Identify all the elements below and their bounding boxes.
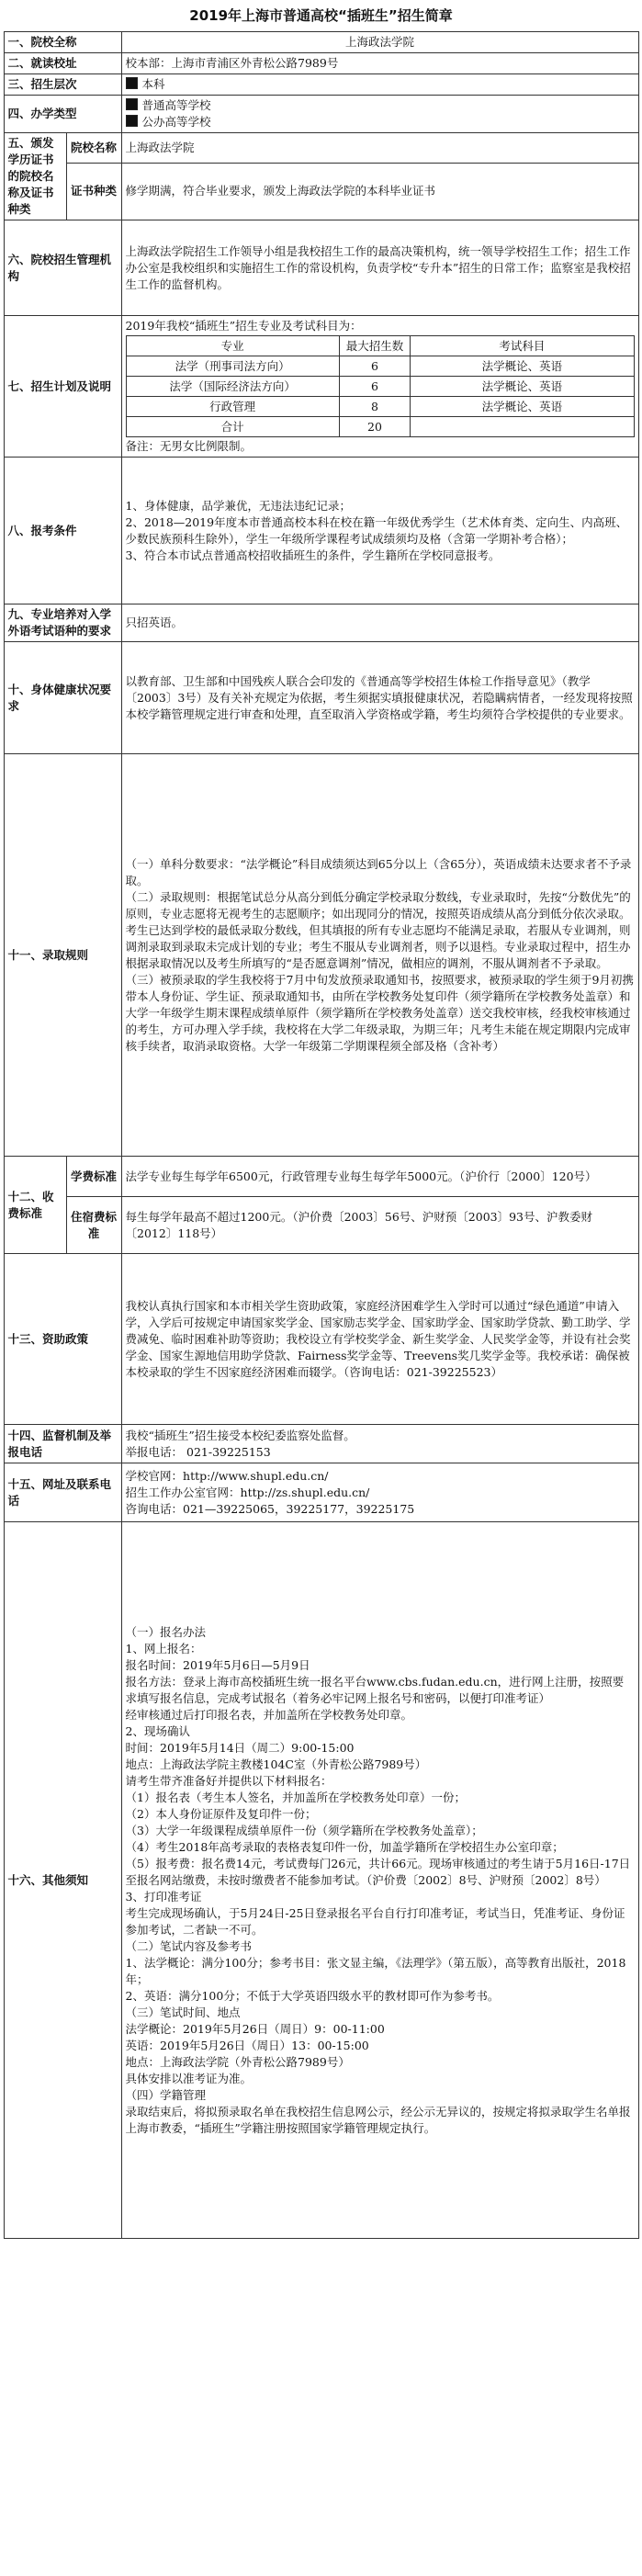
plan-total-empty xyxy=(411,417,634,437)
plan-table xyxy=(126,335,635,437)
contact-phone: 咨询电话：021—39225065，39225177，39225175 xyxy=(125,1501,415,1516)
checked-box-icon xyxy=(126,115,138,127)
plan-num: 8 xyxy=(339,397,410,417)
label-fees: 十二、收费标准 xyxy=(4,1157,66,1254)
row-requirements xyxy=(4,458,638,604)
label-aid: 十三、资助政策 xyxy=(4,1254,121,1425)
label-tuition: 学费标准 xyxy=(66,1157,121,1197)
notes-line: （1）报名表（考生本人签名，并加盖所在学校教务处印章）一份； xyxy=(125,1790,466,1804)
row-contact xyxy=(4,1463,638,1522)
label-level: 三、招生层次 xyxy=(4,74,121,96)
plan-major: 行政管理 xyxy=(126,397,339,417)
level-value xyxy=(121,74,638,96)
admission-rule-4: （三）被预录取的学生我校将于7月中旬发放预录取通知书，按照要求，被预录取的学生须于9月初携带本人身份证、学生证、预录取通知书，由所在学校教务处复印件（须学籍所在学校教务处盖章）和大学一年级学生期末课程成绩单原件（须学籍所在学校教务处盖章）送交我校审核，经我校审核通过的考生，方可办理入学手续，我校将在大学二年级录取，为期三年；凡考生未能在规定期限内完成审核手续者，取消录取资格。大学一年级第二学期课程须全部及格（含补考） xyxy=(125,972,634,1053)
row-cert-type xyxy=(4,163,638,220)
row-aid xyxy=(4,1254,638,1425)
label-cert-type: 证书种类 xyxy=(66,163,121,220)
tuition-value: 法学专业每生每学年6500元，行政管理专业每生每学年5000元。（沪价行〔2000〕120号） xyxy=(121,1157,638,1197)
plan-intro: 2019年我校“插班生”招生专业及考试科目为： xyxy=(125,319,362,333)
plan-header-major: 专业 xyxy=(126,336,339,356)
school-website: 学校官网：http://www.shupl.edu.cn/ xyxy=(125,1468,329,1483)
plan-major: 法学（刑事司法方向） xyxy=(126,356,339,377)
row-language xyxy=(4,604,638,642)
plan-note: 备注：无男女比例限制。 xyxy=(125,439,253,453)
notes-line: 具体安排以准考证为准。 xyxy=(125,2071,253,2085)
campus-address: 校本部：上海市青浦区外青松公路7989号 xyxy=(121,53,638,74)
type-option-1: 普通高等学校 xyxy=(141,98,211,112)
notes-line: 报名时间：2019年5月6日—5月9日 xyxy=(125,1657,310,1672)
admin-text: 上海政法学院招生工作领导小组是我校招生工作的最高决策机构，统一领导学校招生工作；招生工作办公室是我校组织和实施招生工作的常设机构，负责学校“专升本”招生的日常工作；监察室是我校招生工作的监督机构。 xyxy=(121,220,638,316)
notes-line: 报名方法：登录上海市高校插班生统一报名平台www.cbs.fudan.edu.cn，进行网上注册，按照要求填写报名信息，完成考试报名（着务必牢记网上报名号和密码，以便打印准考证） xyxy=(125,1674,625,1705)
plan-total-label: 合计 xyxy=(126,417,339,437)
dorm-value: 每生每学年最高不超过1200元。（沪价费〔2003〕56号、沪财预〔2003〕93号、沪教委财〔2012〕118号） xyxy=(121,1197,638,1254)
plan-subject: 法学概论、英语 xyxy=(411,356,634,377)
notes-content xyxy=(121,1522,638,2239)
row-level xyxy=(4,74,638,96)
label-cert: 五、颁发学历证书的院校名称及证书种类 xyxy=(4,133,66,220)
row-admin xyxy=(4,220,638,316)
label-contact: 十五、网址及联系电话 xyxy=(4,1463,121,1522)
notes-line: （一）报名办法 xyxy=(125,1624,207,1639)
cert-school: 上海政法学院 xyxy=(121,133,638,164)
label-campus: 二、就读校址 xyxy=(4,53,121,74)
row-type xyxy=(4,96,638,133)
label-type: 四、办学类型 xyxy=(4,96,121,133)
notes-line: 法学概论：2019年5月26日（周日）9：00-11:00 xyxy=(125,2021,385,2036)
row-admission xyxy=(4,754,638,1157)
label-notes: 十六、其他须知 xyxy=(4,1522,121,2239)
plan-total: 20 xyxy=(339,417,410,437)
notes-line: （4）考生2018年高考录取的表格表复印件一份，加盖学籍所在学校招生办公室印章； xyxy=(125,1839,564,1854)
row-dorm xyxy=(4,1197,638,1254)
notes-line: 请考生带齐准备好并提供以下材料报名： xyxy=(125,1773,332,1788)
label-supervision: 十四、监督机制及举报电话 xyxy=(4,1425,121,1463)
notes-line: （三）笔试时间、地点 xyxy=(125,2005,241,2019)
plan-row xyxy=(126,356,634,377)
label-cert-school: 院校名称 xyxy=(66,133,121,164)
school-name: 上海政法学院 xyxy=(121,32,638,53)
row-supervision xyxy=(4,1425,638,1463)
label-requirements: 八、报考条件 xyxy=(4,458,121,604)
plan-subject: 法学概论、英语 xyxy=(411,377,634,397)
plan-content xyxy=(121,316,638,458)
notes-line: 3、打印准考证 xyxy=(125,1889,202,1904)
requirement-1: 1、身体健康，品学兼优，无违法违纪记录； xyxy=(125,498,351,513)
notes-line: 地点：上海政法学院（外青松公路7989号） xyxy=(125,2054,350,2069)
label-school-name: 一、院校全称 xyxy=(4,32,121,53)
notes-line: 1、网上报名： xyxy=(125,1641,202,1655)
plan-subject: 法学概论、英语 xyxy=(411,397,634,417)
brochure-table xyxy=(4,31,639,2239)
notes-line: 2、现场确认 xyxy=(125,1723,190,1738)
label-language: 九、专业培养对入学外语考试语种的要求 xyxy=(4,604,121,642)
row-school-name xyxy=(4,32,638,53)
notes-line: （5）报考费：报名费14元，考试费每门26元，共计66元。现场审核通过的考生请于5月16日-17日至报名网站缴费，未按时缴费者不能参加考试。（沪价费〔2002〕8号、沪财预〔2002〕8号） xyxy=(125,1856,631,1887)
notes-line: 1、法学概论：满分100分；参考书目：张文显主编，《法理学》（第五版），高等教育出版社，2018年； xyxy=(125,1955,626,1986)
plan-header-row xyxy=(126,336,634,356)
checked-box-icon xyxy=(126,98,138,110)
notes-line: 地点：上海政法学院主教楼104C室（外青松公路7989号） xyxy=(125,1757,427,1771)
contact-content xyxy=(121,1463,638,1522)
notes-line: 经审核通过后打印报名表，并加盖所在学校教务处印章。 xyxy=(125,1707,413,1722)
admissions-website: 招生工作办公室官网：http://zs.shupl.edu.cn/ xyxy=(125,1485,370,1499)
page-title: 2019年上海市普通高校“插班生”招生简章 xyxy=(189,7,453,24)
notes-line: （四）学籍管理 xyxy=(125,2087,207,2102)
health-text: 以教育部、卫生部和中国残疾人联合会印发的《普通高等学校招生体检工作指导意见》（教学〔2003〕3号）及有关补充规定为依据，考生须据实填报健康状况，若隐瞒病情者，一经发现将按照本校学籍管理规定进行审查和处理，直至取消入学资格或学籍，考生均须符合学校提供的专业要求。 xyxy=(121,642,638,754)
notes-line: （二）笔试内容及参考书 xyxy=(125,1938,253,1953)
checked-box-icon xyxy=(126,77,138,89)
notes-line: （2）本人身份证原件及复印件一份； xyxy=(125,1806,317,1821)
plan-row xyxy=(126,377,634,397)
plan-row xyxy=(126,397,634,417)
requirement-3: 3、符合本市试点普通高校招收插班生的条件，学生籍所在学校同意报考。 xyxy=(125,548,501,562)
label-health: 十、身体健康状况要求 xyxy=(4,642,121,754)
notes-line: （3）大学一年级课程成绩单原件一份（须学籍所在学校教务处盖章）； xyxy=(125,1823,483,1837)
supervision-text: 我校“插班生”招生接受本校纪委监察处监督。 xyxy=(125,1428,355,1442)
requirements-text xyxy=(121,458,638,604)
row-campus xyxy=(4,53,638,74)
aid-text: 我校认真执行国家和本市相关学生资助政策，家庭经济困难学生入学时可以通过“绿色通道”申请入学，入学后可按规定申请国家奖学金、国家励志奖学金、国家助学金、国家助学贷款、勤工助学、学费减免、临时困难补助等资助；我校设立有学校奖学金、新生奖学金、人民奖学金等，并设有社会奖学金、国家生源地信用助学贷款、Fairness奖学金等、Treevens奖几奖学金等。我校承诺：确保被本校录取的学生不因家庭经济困难而辍学。（咨询电话：021-39225523） xyxy=(121,1254,638,1425)
admission-rule-2: （二）录取规则：根据笔试总分从高分到低分确定学校录取分数线，专业录取时，先按“分数优先”的原则，专业志愿将无视考生的志愿顺序；如出现同分的情况，按照英语成绩从高分到低分依次录取。 xyxy=(125,889,631,921)
plan-header-subject: 考试科目 xyxy=(411,336,634,356)
label-admission: 十一、录取规则 xyxy=(4,754,121,1157)
label-dorm: 住宿费标准 xyxy=(66,1197,121,1254)
row-cert-name xyxy=(4,133,638,164)
notes-line: 时间：2019年5月14日（周二）9:00-15:00 xyxy=(125,1740,355,1755)
plan-major: 法学（国际经济法方向） xyxy=(126,377,339,397)
supervision-content xyxy=(121,1425,638,1463)
plan-num: 6 xyxy=(339,377,410,397)
plan-header-num: 最大招生数 xyxy=(339,336,410,356)
label-admin: 六、院校招生管理机构 xyxy=(4,220,121,316)
notes-line: 录取结束后，将拟预录取名单在我校招生信息网公示，经公示无异议的，按规定将拟录取学生名单报上海市教委，“插班生”学籍注册按照国家学籍管理规定执行。 xyxy=(125,2104,631,2135)
notes-line: 2、英语：满分100分；不低于大学英语四级水平的教材即可作为参考书。 xyxy=(125,1988,500,2003)
admission-text xyxy=(121,754,638,1157)
report-phone: 举报电话： 021-39225153 xyxy=(125,1444,271,1459)
requirement-2: 2、2018—2019年度本市普通高校本科在校在籍一年级优秀学生（艺术体育类、定向生、内高班、少数民族预科生除外），学生一年级所学课程考试成绩须均及格（含第一学期补考合格）； xyxy=(125,514,628,546)
row-plan xyxy=(4,316,638,458)
row-fee xyxy=(4,1157,638,1197)
row-health xyxy=(4,642,638,754)
plan-num: 6 xyxy=(339,356,410,377)
admission-rule-1: （一）单科分数要求：“法学概论”科目成绩须达到65分以上（含65分），英语成绩未达要求者不予录取。 xyxy=(125,856,632,887)
language-value: 只招英语。 xyxy=(121,604,638,642)
notes-line: 英语：2019年5月26日（周日）13：00-15:00 xyxy=(125,2038,369,2052)
label-plan: 七、招生计划及说明 xyxy=(4,316,121,458)
type-options xyxy=(121,96,638,133)
type-option-2: 公办高等学校 xyxy=(141,115,211,129)
admission-rule-3: 考生已达到学校的最低录取分数线，但其填报的所有专业志愿均不能满足录取，若服从专业调剂，则调剂录取到录取未完成计划的专业；考生不服从专业调剂者，则予以退档。专业录取过程中，招生办根据录取情况以及考生所填写的“是否愿意调剂”情况，做相应的调剂，不服从调剂者不予录取。 xyxy=(125,922,631,970)
plan-total-row xyxy=(126,417,634,437)
row-notes xyxy=(4,1522,638,2239)
level-text: 本科 xyxy=(141,77,165,91)
cert-type: 修学期满，符合毕业要求，颁发上海政法学院的本科毕业证书 xyxy=(121,163,638,220)
notes-line: 考生完成现场确认，于5月24日-25日登录报名平台自行打印准考证，考试当日，凭准考证、身份证参加考试，二者缺一不可。 xyxy=(125,1905,625,1937)
